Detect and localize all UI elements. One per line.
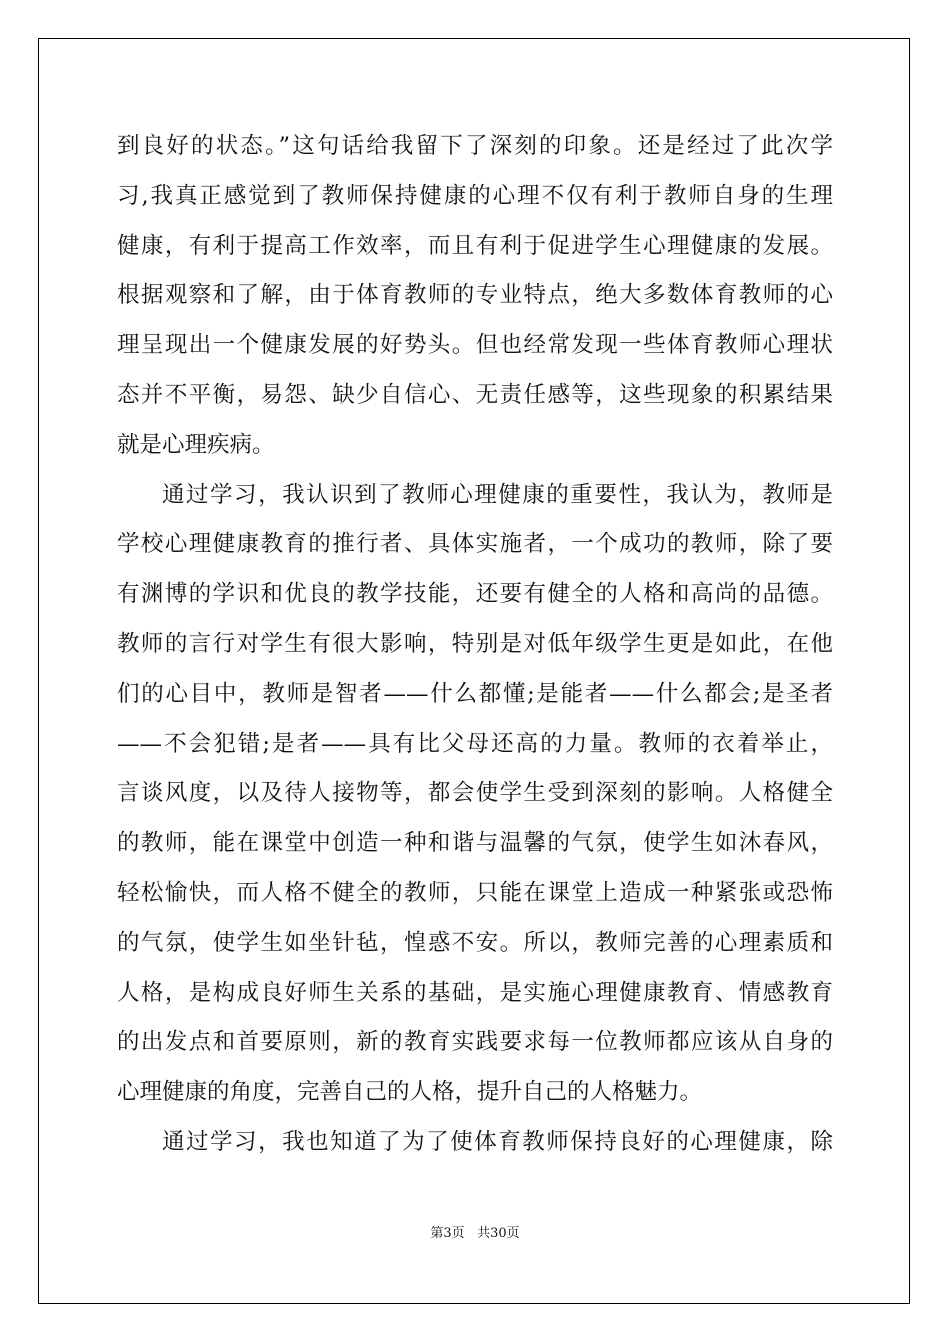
document-body bbox=[117, 122, 833, 1168]
text-line: 们的心目中，教师是智者——什么都懂;是能者——什么都会;是圣者 bbox=[117, 680, 833, 707]
page-footer bbox=[0, 1222, 950, 1241]
paragraph-first-line: 通过学习，我也知道了为了使体育教师保持良好的心理健康，除 bbox=[162, 1128, 833, 1155]
text-line: 的教师，能在课堂中创造一种和谐与温馨的气氛，使学生如沐春风， bbox=[117, 830, 833, 857]
text-line: 就是心理疾病。 bbox=[117, 431, 275, 458]
text-line: 的出发点和首要原则，新的教育实践要求每一位教师都应该从自身的 bbox=[117, 1029, 833, 1056]
text-line: 理呈现出一个健康发展的好势头。但也经常发现一些体育教师心理状 bbox=[117, 332, 833, 359]
text-line: 到良好的状态。”这句话给我留下了深刻的印象。还是经过了此次学 bbox=[117, 133, 833, 159]
paragraph-first-line: 通过学习，我认识到了教师心理健康的重要性，我认为，教师是 bbox=[162, 481, 833, 508]
text-line: 习,我真正感觉到了教师保持健康的心理不仅有利于教师自身的生理 bbox=[117, 182, 833, 209]
text-line: 轻松愉快，而人格不健全的教师，只能在课堂上造成一种紧张或恐怖 bbox=[117, 879, 833, 906]
text-line: ——不会犯错;是者——具有比父母还高的力量。教师的衣着举止， bbox=[117, 730, 833, 757]
text-line: 学校心理健康教育的推行者、具体实施者，一个成功的教师，除了要 bbox=[117, 531, 833, 558]
text-line: 态并不平衡，易怨、缺少自信心、无责任感等，这些现象的积累结果 bbox=[117, 381, 833, 408]
text-line: 人格，是构成良好师生关系的基础，是实施心理健康教育、情感教育 bbox=[117, 979, 833, 1006]
page-number: 第3页 bbox=[430, 1226, 465, 1241]
text-line: 教师的言行对学生有很大影响，特别是对低年级学生更是如此，在他 bbox=[117, 630, 833, 657]
text-line: 有渊博的学识和优良的教学技能，还要有健全的人格和高尚的品德。 bbox=[117, 581, 833, 608]
page-total: 共30页 bbox=[477, 1226, 520, 1241]
text-line: 言谈风度，以及待人接物等，都会使学生受到深刻的影响。人格健全 bbox=[117, 780, 833, 807]
text-line: 健康，有利于提高工作效率，而且有利于促进学生心理健康的发展。 bbox=[117, 232, 833, 259]
text-line: 根据观察和了解，由于体育教师的专业特点，绝大多数体育教师的心 bbox=[117, 282, 833, 309]
text-line: 心理健康的角度，完善自己的人格，提升自己的人格魅力。 bbox=[117, 1079, 703, 1106]
text-line: 的气氛，使学生如坐针毡，惶惑不安。所以，教师完善的心理素质和 bbox=[117, 929, 833, 956]
